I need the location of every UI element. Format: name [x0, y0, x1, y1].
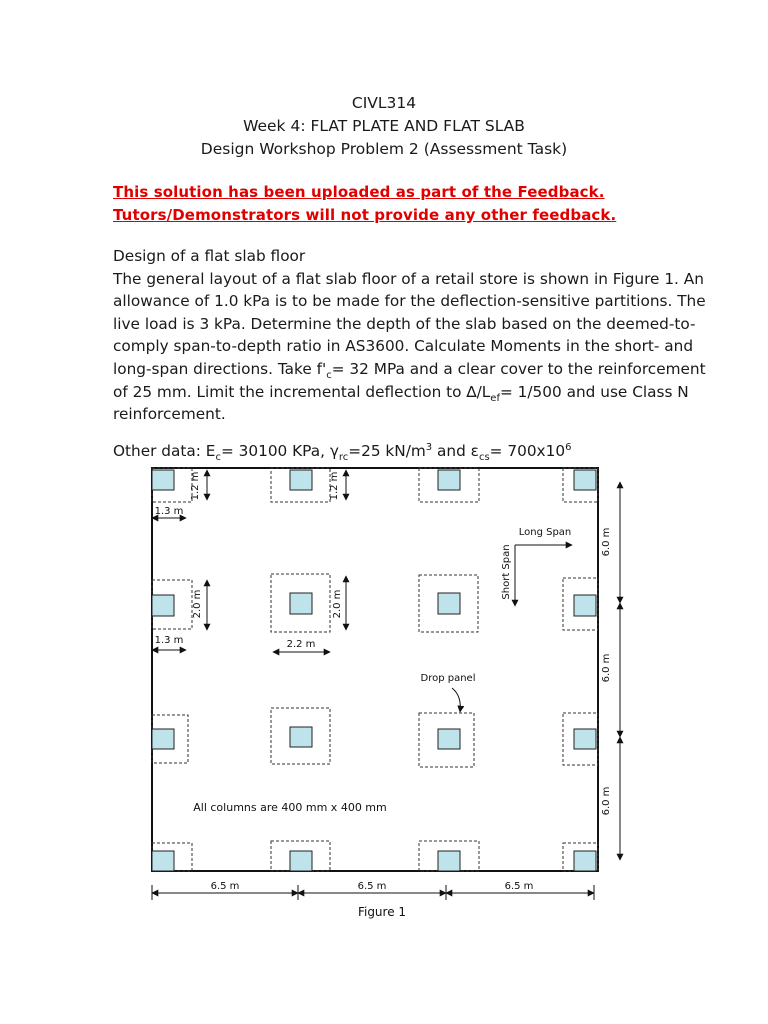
- dim-label: 2.0 m: [192, 589, 203, 619]
- column: [152, 851, 174, 871]
- column: [152, 470, 174, 490]
- column: [574, 470, 596, 490]
- column: [152, 729, 174, 749]
- span-label: 6.0 m: [601, 653, 612, 683]
- span-label: 6.0 m: [601, 527, 612, 557]
- span-label: 6.5 m: [504, 881, 534, 892]
- column: [290, 593, 312, 614]
- column: [438, 851, 460, 871]
- week-title: Week 4: FLAT PLATE AND FLAT SLAB: [243, 117, 525, 135]
- dim-label: 2.0 m: [332, 589, 343, 619]
- statement-line: live load is 3 kPa. Determine the depth of the slab based on the deemed-to-: [113, 314, 696, 333]
- column: [574, 729, 596, 749]
- column: [574, 851, 596, 871]
- feedback-notice-line-2: Tutors/Demonstrators will not provide any other feedback.: [113, 206, 617, 224]
- statement-line: of 25 mm. Limit the incremental deflection to $\Delta/L_{ef}= 1/500$ and use Class N: [113, 382, 689, 404]
- span-label: 6.5 m: [210, 881, 240, 892]
- column: [438, 729, 460, 749]
- other-data-line: Other data: $E_c= 30100$ KPa, $\gamma_{rc}=25$ $kN/m^3$ and $\varepsilon_{cs}= 700x10^6$: [113, 441, 572, 464]
- column: [438, 593, 460, 614]
- column: [290, 727, 312, 747]
- span-label: 6.0 m: [601, 786, 612, 816]
- column: [290, 851, 312, 871]
- course-code: CIVL314: [351, 94, 417, 112]
- column: [290, 470, 312, 490]
- section-heading: Design of a flat slab floor: [113, 247, 306, 265]
- drop-panel-label: Drop panel: [420, 673, 476, 684]
- statement-line: comply span-to-depth ratio in AS3600. Calculate Moments in the short- and: [113, 337, 694, 356]
- dim-label: 1.3 m: [154, 506, 184, 517]
- column: [438, 470, 460, 490]
- figure-caption: Figure 1: [357, 905, 407, 919]
- short-span-label: Short Span: [501, 544, 512, 600]
- statement-line: The general layout of a flat slab floor of a retail store is shown in Figure 1. An: [113, 269, 704, 288]
- dim-label: 2.2 m: [286, 639, 316, 650]
- problem-title: Design Workshop Problem 2 (Assessment Task): [200, 140, 568, 158]
- statement-line: allowance of 1.0 kPa is to be made for the deflection-sensitive partitions. The: [113, 292, 706, 311]
- column-note: All columns are 400 mm x 400 mm: [193, 801, 387, 814]
- column: [574, 595, 596, 616]
- dim-label: 1.2 m: [190, 471, 201, 501]
- statement-line: reinforcement.: [113, 405, 226, 424]
- dim-label: 1.3 m: [154, 635, 184, 646]
- dim-label: 1.2 m: [329, 471, 340, 501]
- statement-line: long-span directions. Take $f'_c= 32$ MPa and a clear cover to the reinforcement: [113, 359, 706, 382]
- feedback-notice-line-1: This solution has been uploaded as part of the Feedback.: [113, 183, 605, 201]
- column: [152, 595, 174, 616]
- span-label: 6.5 m: [357, 881, 387, 892]
- long-span-label: Long Span: [518, 527, 572, 538]
